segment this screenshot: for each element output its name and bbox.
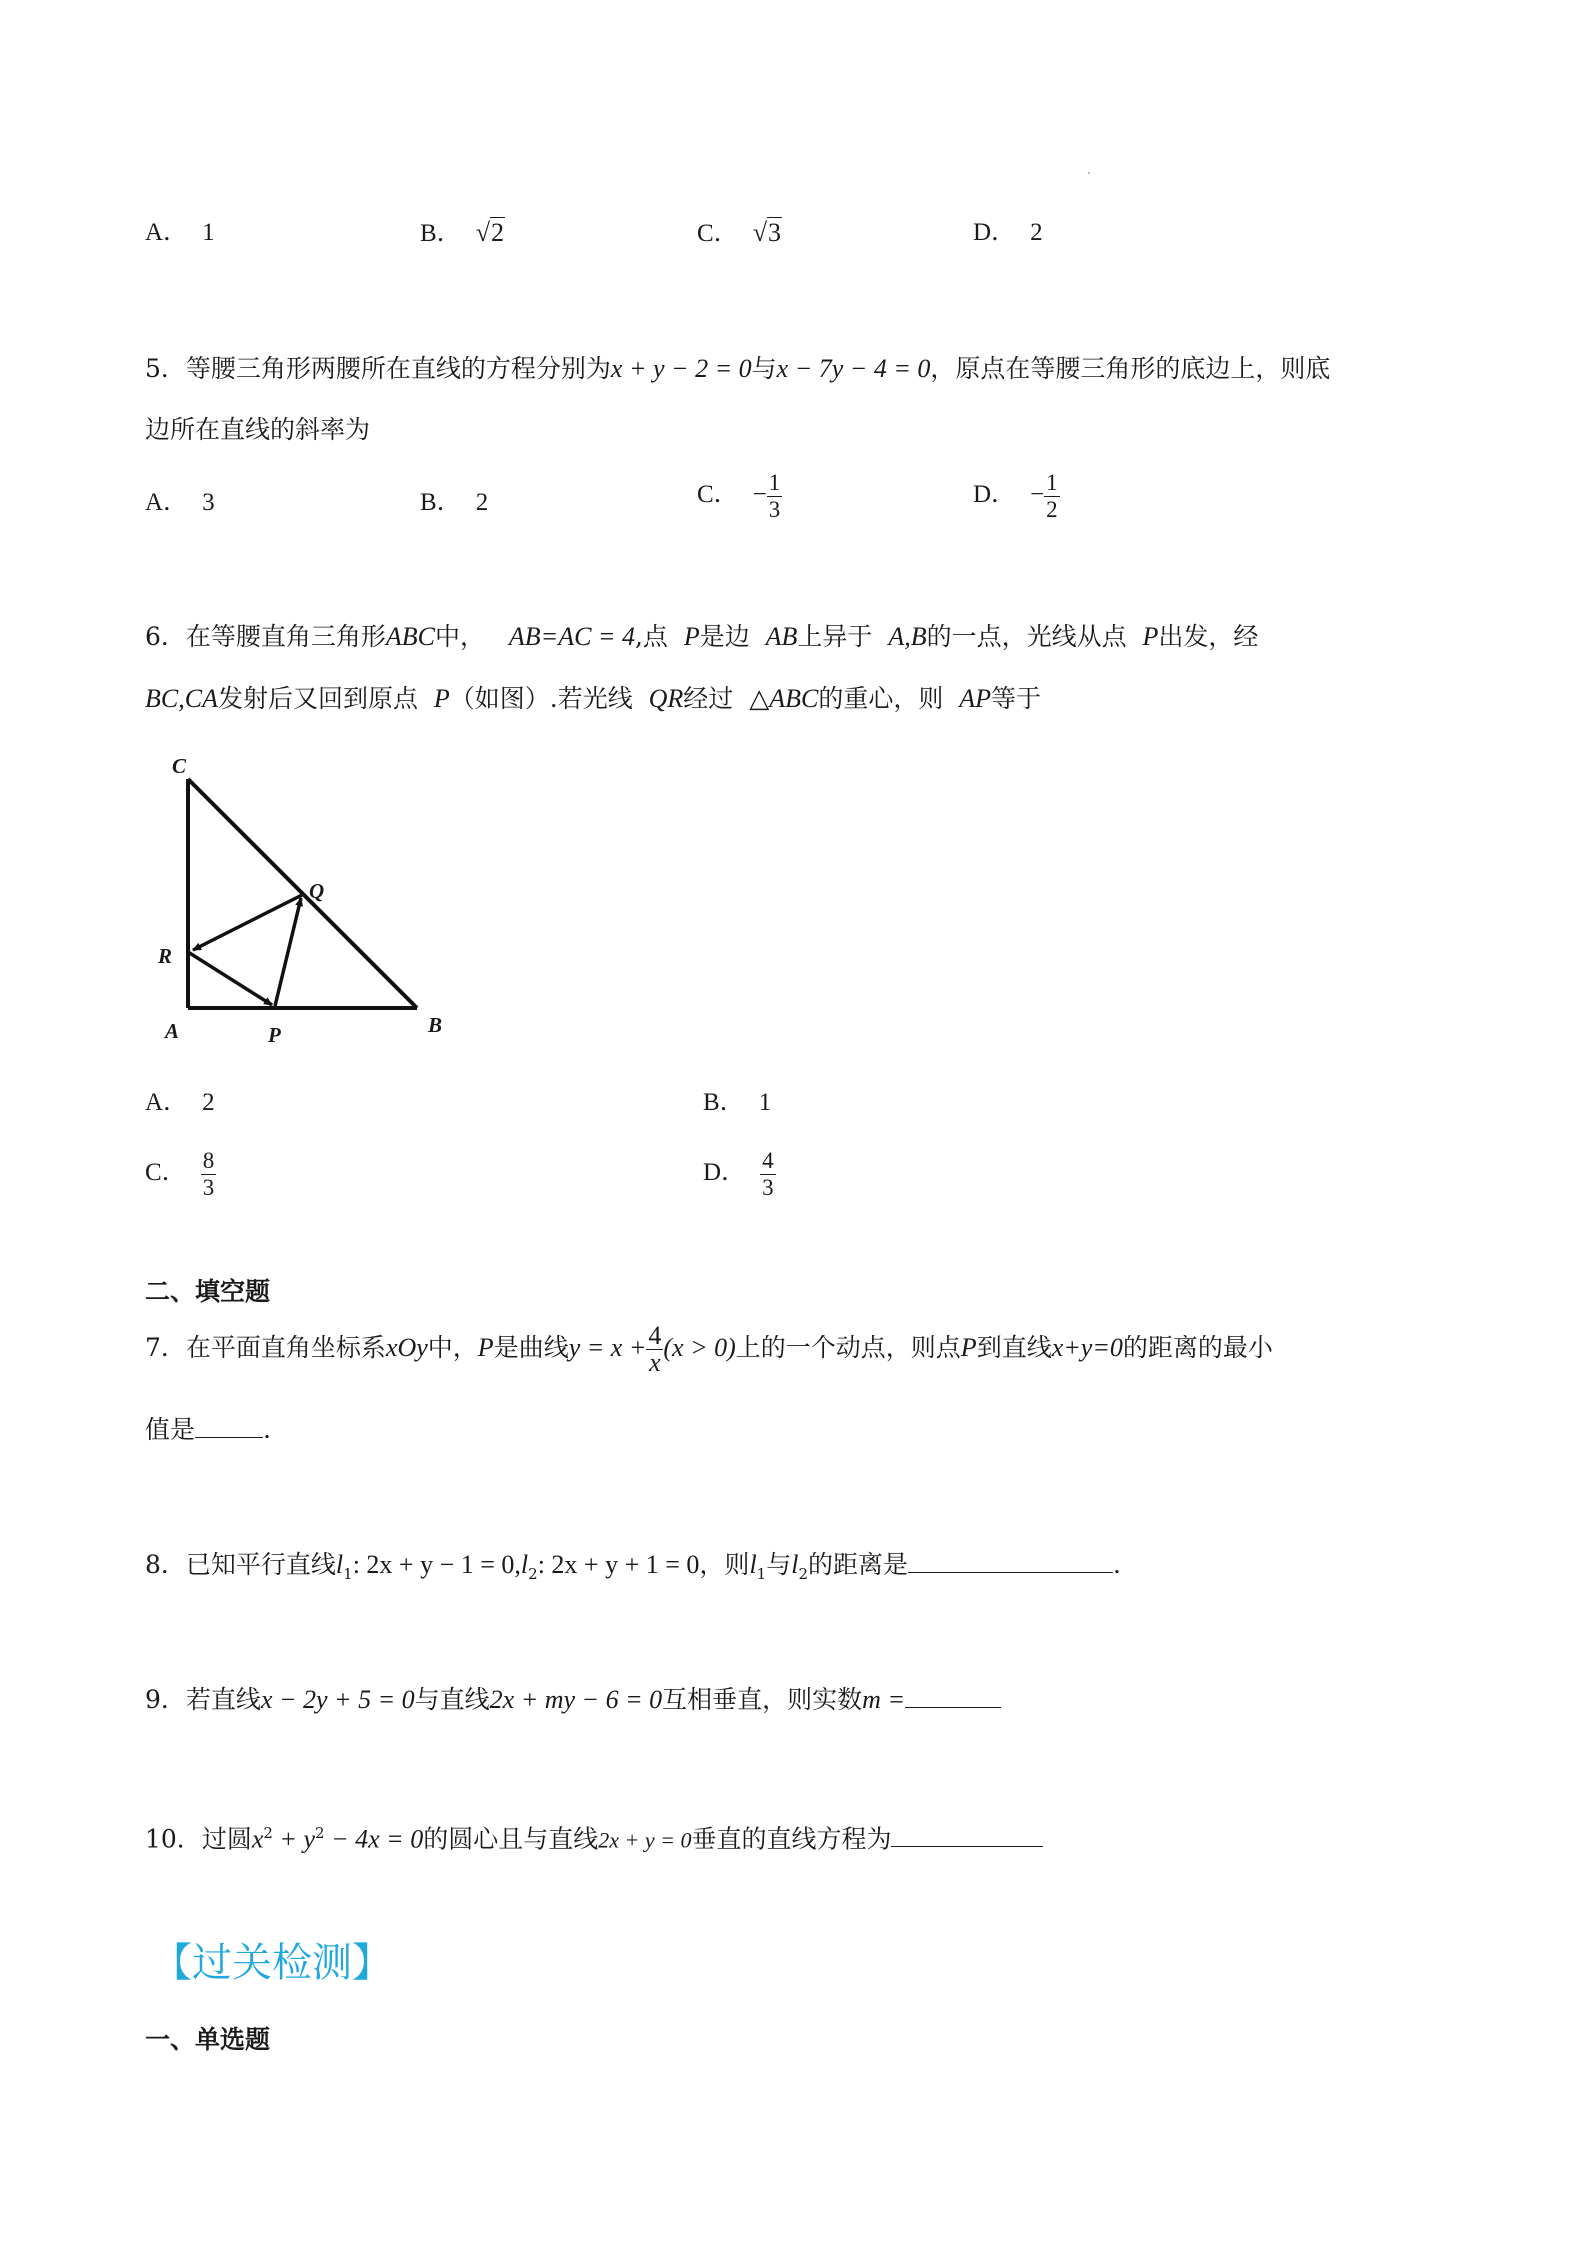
stem-text: 是曲线: [493, 1333, 569, 1362]
denominator: x: [649, 1348, 661, 1377]
ray-rp: [188, 952, 272, 1005]
stem-text: 的重心，则: [818, 684, 944, 713]
stem-text: 垂直的直线方程为: [691, 1824, 892, 1854]
stem-text: 在平面直角坐标系: [185, 1333, 386, 1362]
math: AB=AC = 4: [508, 622, 635, 651]
math: P: [683, 622, 700, 651]
q6-stem-line2: [145, 682, 1041, 716]
q6-option-d[interactable]: [703, 1148, 776, 1201]
section-title-single-choice: 一、单选题: [145, 2025, 271, 2054]
q7-stem-line2: [145, 1411, 271, 1447]
denominator: 2: [1046, 497, 1058, 522]
q6-option-a[interactable]: [145, 1086, 215, 1120]
minus-sign: −: [752, 481, 767, 509]
math: − 4x = 0: [324, 1824, 424, 1854]
subscript: 2: [528, 1565, 538, 1583]
q5-option-b[interactable]: [420, 486, 488, 520]
question-number: 9．: [145, 1685, 186, 1714]
stem-text: 发射后又回到原点: [217, 684, 418, 713]
stem-text: 上的一个动点，则点: [735, 1333, 961, 1362]
q4-option-b[interactable]: [420, 216, 505, 251]
q5-stem-line1: [145, 352, 1330, 386]
stem-text: ,点: [634, 622, 668, 651]
option-label: D．: [703, 1159, 747, 1187]
fraction: [201, 1148, 217, 1201]
option-label: D．: [973, 481, 1017, 509]
stem-text: 经过: [683, 684, 734, 713]
stem-text: 值是: [145, 1415, 196, 1444]
math: l: [335, 1550, 344, 1579]
math: P: [477, 1333, 494, 1362]
ray-qr: [193, 895, 302, 950]
math: + y: [272, 1824, 316, 1854]
stem-text: 的一点，光线从点: [926, 622, 1127, 651]
superscript: 2: [315, 1824, 325, 1842]
math: AB: [765, 622, 798, 651]
stem-text: ，则: [699, 1550, 750, 1579]
stem-text: 与直线: [414, 1685, 490, 1714]
fraction: [646, 1323, 663, 1376]
q6-option-b[interactable]: [703, 1086, 771, 1120]
option-label: A．: [145, 489, 189, 516]
equation: : 2x + y − 1 = 0,: [352, 1550, 521, 1579]
stem-text: 是边: [699, 622, 750, 651]
q5-option-c[interactable]: [697, 470, 782, 523]
label-r: R: [158, 944, 173, 968]
q5-option-d[interactable]: [973, 470, 1060, 523]
numerator: 8: [202, 1148, 215, 1173]
fraction: [767, 470, 783, 523]
question-number: 7．: [145, 1333, 186, 1362]
math: l: [791, 1550, 799, 1579]
label-c: C: [172, 754, 187, 778]
radicand: 3: [767, 218, 781, 247]
section-title-fill-in: 二、填空题: [145, 1277, 271, 1306]
q10-stem: [145, 1816, 1043, 1857]
stray-mark: [1088, 172, 1090, 174]
stem-text: 到直线: [976, 1333, 1052, 1362]
question-number: 8．: [145, 1550, 186, 1579]
sqrt-expression: √2: [475, 218, 504, 247]
answer-blank[interactable]: [908, 1546, 1113, 1573]
stem-text: 的距离是: [808, 1550, 909, 1579]
math: xOy: [385, 1333, 428, 1362]
q7-stem-line1: [145, 1318, 1273, 1378]
numerator: 1: [1046, 470, 1058, 495]
question-number: 6．: [145, 622, 186, 651]
triangle-figure: [140, 745, 480, 1055]
stem-text: （如图）.若光线: [449, 684, 633, 713]
option-label: B．: [420, 489, 462, 516]
q4-option-c[interactable]: [697, 216, 782, 251]
math: y = x +: [568, 1333, 647, 1362]
numerator: 1: [768, 470, 781, 495]
option-label: B．: [703, 1089, 745, 1116]
option-label: C．: [697, 481, 739, 509]
stem-text: 等腰三角形两腰所在直线的方程分别为: [185, 354, 611, 383]
denominator: 3: [202, 1175, 215, 1200]
math: AP: [959, 684, 992, 713]
equation: : 2x + y + 1 = 0: [537, 1550, 700, 1579]
math: x+y=0: [1051, 1333, 1123, 1362]
option-label: C．: [145, 1159, 187, 1187]
option-label: B．: [420, 220, 462, 247]
minus-sign: −: [1030, 481, 1045, 509]
option-value: 2: [475, 489, 489, 516]
equation: 2x + y = 0: [598, 1827, 692, 1853]
math: x: [251, 1824, 264, 1854]
label-a: A: [165, 1019, 180, 1043]
math: BC,CA: [145, 684, 218, 713]
stem-text: 若直线: [185, 1685, 261, 1714]
section-heading-checkpoint: 【过关检测】: [152, 1940, 392, 1986]
equation: x − 2y + 5 = 0: [260, 1685, 415, 1714]
denominator: 3: [762, 1175, 774, 1200]
math: QR: [648, 684, 684, 713]
stem-text: ，原点在等腰三角形的底边上，则底: [930, 354, 1331, 383]
stem-text: 已知平行直线: [185, 1550, 336, 1579]
label-q: Q: [309, 879, 325, 903]
math: P: [960, 1333, 977, 1362]
math: △ABC: [749, 684, 819, 713]
subscript: 2: [798, 1565, 809, 1583]
equation: m =: [862, 1685, 905, 1714]
numerator: 4: [648, 1321, 662, 1350]
math: P: [433, 684, 450, 713]
q6-stem-line1: [145, 620, 1258, 654]
q6-option-c[interactable]: [145, 1148, 216, 1201]
q4-option-a[interactable]: [145, 216, 215, 250]
option-value: 1: [202, 219, 215, 246]
answer-blank[interactable]: [891, 1820, 1043, 1847]
math: ABC: [385, 622, 436, 651]
stem-text: 上异于: [797, 622, 873, 651]
option-value: 3: [202, 489, 215, 516]
stem-text: 等于: [991, 684, 1042, 713]
option-value: 1: [758, 1089, 772, 1116]
stem-text: 过圆: [201, 1824, 252, 1854]
option-value: 2: [202, 1089, 215, 1116]
numerator: 4: [762, 1148, 774, 1173]
math: A,B: [888, 622, 927, 651]
q5-option-a[interactable]: [145, 486, 215, 520]
q4-option-d[interactable]: [973, 216, 1043, 250]
math: P: [1142, 622, 1159, 651]
option-label: A．: [145, 219, 189, 246]
label-b: B: [428, 1013, 443, 1037]
superscript: 2: [263, 1824, 273, 1842]
stem-text: 互相垂直，则实数: [662, 1685, 863, 1714]
radicand: 2: [490, 218, 504, 247]
math: l: [749, 1550, 757, 1579]
question-number: 10．: [145, 1824, 202, 1854]
answer-blank[interactable]: [195, 1411, 263, 1438]
question-number: 5．: [145, 354, 186, 383]
stem-text: 的距离的最小: [1122, 1333, 1273, 1362]
stem-text: 的圆心且与直线: [423, 1824, 599, 1854]
option-value: 2: [1030, 219, 1043, 246]
subscript: 1: [756, 1565, 767, 1583]
ray-pq: [275, 898, 301, 1006]
q8-stem: [145, 1546, 1121, 1591]
stem-text: 出发，经: [1158, 622, 1259, 651]
equation: x + y − 2 = 0: [610, 354, 752, 383]
sqrt-expression: √3: [752, 218, 781, 247]
option-label: C．: [697, 220, 739, 247]
stem-text: 与: [766, 1550, 792, 1579]
fraction: [760, 1148, 776, 1201]
fraction: [1044, 470, 1060, 523]
equation: 2x + my − 6 = 0: [489, 1685, 663, 1714]
math: l: [520, 1550, 529, 1579]
subscript: 1: [343, 1565, 353, 1583]
label-p: P: [268, 1023, 281, 1047]
option-label: D．: [973, 219, 1017, 246]
q5-stem-line2: 边所在直线的斜率为: [145, 415, 371, 444]
stem-text: 中，: [435, 622, 486, 651]
period: .: [1113, 1550, 1121, 1579]
period: .: [263, 1415, 271, 1444]
math: (x > 0): [663, 1333, 736, 1362]
denominator: 3: [768, 497, 781, 522]
q9-stem: [145, 1681, 1001, 1717]
equation: x − 7y − 4 = 0: [776, 354, 931, 383]
option-label: A．: [145, 1089, 189, 1116]
answer-blank[interactable]: [905, 1681, 1001, 1708]
stem-text: 在等腰直角三角形: [185, 622, 386, 651]
stem-text: 中，: [427, 1333, 478, 1362]
stem-text: 与: [751, 354, 777, 383]
